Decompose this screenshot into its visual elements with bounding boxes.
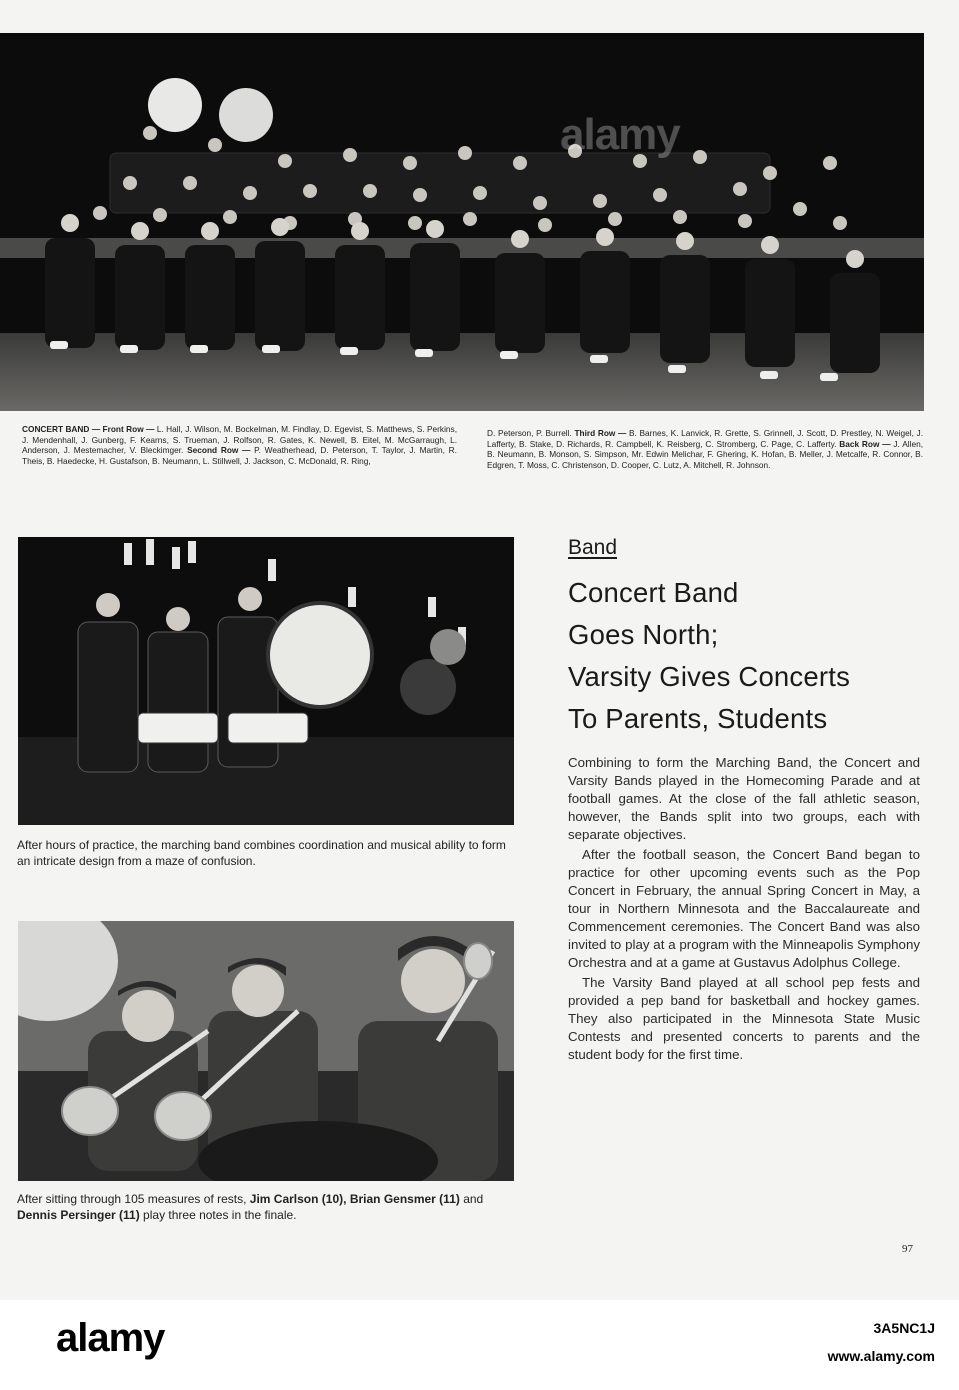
second-row-label: Second Row — — [183, 445, 251, 456]
group-photo-caption-left — [22, 424, 457, 466]
trombone-players-photo — [18, 921, 514, 1181]
concert-band-group-photo — [0, 33, 924, 411]
third-row-label: Third Row — — [571, 428, 627, 438]
caption-text-3: play three notes in the finale. — [139, 1207, 297, 1222]
caption-text-2: and — [459, 1192, 484, 1206]
second-row-names: P. Weatherhead, D. Peterson, T. Taylor, J. Martin, R. Theis, B. Haedecke, H. Gustafson, B. Neumann, L. Stillwell, J. Jackson, C. McDonald, R. Ring, — [22, 445, 457, 466]
marching-band-caption: After hours of practice, the marching band combines coordination and musical ability to form an intricate design from a maze of confusion. — [17, 838, 506, 868]
trombone-players-caption — [17, 1192, 517, 1223]
second-row-names-continued: D. Peterson, P. Burrell. — [487, 428, 572, 438]
stock-image-id: 3A5NC1J — [873, 1320, 935, 1336]
group-photo-caption-right — [487, 428, 923, 470]
article-body — [568, 754, 920, 1066]
headline-line-1: Concert Band — [568, 577, 739, 608]
headline-line-2: Goes North; — [568, 619, 719, 650]
stock-site-url[interactable]: www.alamy.com — [827, 1348, 935, 1364]
third-row-names: B. Barnes, K. Lanvick, R. Grette, S. Grinnell, J. Scott, D. Prestley, N. Weigel, J. Lafferty, B. Stake, D. Richards, R. Campbell, K. Reisberg, C. Stromberg, C. Page, C. Lafferty. — [487, 428, 924, 449]
stock-brand-logo: alamy — [56, 1316, 165, 1360]
caption-text-1: After sitting through 105 measures of rests, — [17, 1192, 250, 1206]
group-photo-drawing — [0, 33, 924, 411]
caption-lead: CONCERT BAND — Front Row — — [22, 424, 155, 434]
watermark-text: alamy — [560, 110, 680, 159]
trombone-photo-drawing — [18, 921, 514, 1181]
front-row-names: L. Hall, J. Wilson, M. Bockelman, M. Findlay, D. Egevist, S. Matthews, S. Perkins, J. Mendenhall, J. Gunberg, F. Kearns, S. Trueman, J. Rolfson, R. Gates, K. Newell, B. Eitel, M. McGarraugh, L. Anderson, J. Mestemacher, V. Bleckimger. — [22, 424, 457, 456]
back-row-names: J. Allen, B. Neumann, B. Monson, S. Simpson, Mr. Edwin Melichar, F. Ghering, K. Hofan, B. Meller, J. Metcalfe, R. Connor, B. Edgren, T. Moss, C. Christenson, D. Cooper, C. Lutz, A. Mitchell, R. Johnson. — [487, 438, 923, 470]
back-row-label: Back Row — — [836, 438, 891, 449]
stock-image-info — [828, 1314, 935, 1370]
headline-line-4: To Parents, Students — [568, 703, 828, 734]
article-paragraph-1: Combining to form the Marching Band, the Concert and Varsity Bands played in the Homecoming Parade and at football games. At the close of the fall athletic season, however, the Bands split into two groups, each with separate objectives. — [568, 755, 920, 842]
article-paragraph-2: After the football season, the Concert Band began to practice for other upcoming events such as the Pop Concert in February, the annual Spring Concert in May, a tour in Northern Minnesota and the Baccalaureate and Commencement ceremonies. The Concert Band was also invited to play at a program with the Minneapolis Symphony Orchestra and at a game at Gustavus Adolphus College. — [568, 847, 920, 970]
caption-names-2: Dennis Persinger (11) — [17, 1207, 140, 1222]
caption-names-1: Jim Carlson (10), Brian Gensmer (11) — [249, 1192, 460, 1206]
section-label: Band — [568, 536, 618, 559]
marching-band-drawing — [18, 537, 514, 825]
marching-band-photo — [18, 537, 514, 825]
article-headline — [568, 572, 938, 740]
article-paragraph-3: The Varsity Band played at all school pep fests and provided a pep band for basketball and hockey games. They also participated in the Minnesota State Music Contests and presented concerts to parents and the student body for the first time. — [568, 975, 920, 1062]
page-number: 97 — [902, 1243, 913, 1255]
headline-line-3: Varsity Gives Concerts — [568, 661, 851, 692]
